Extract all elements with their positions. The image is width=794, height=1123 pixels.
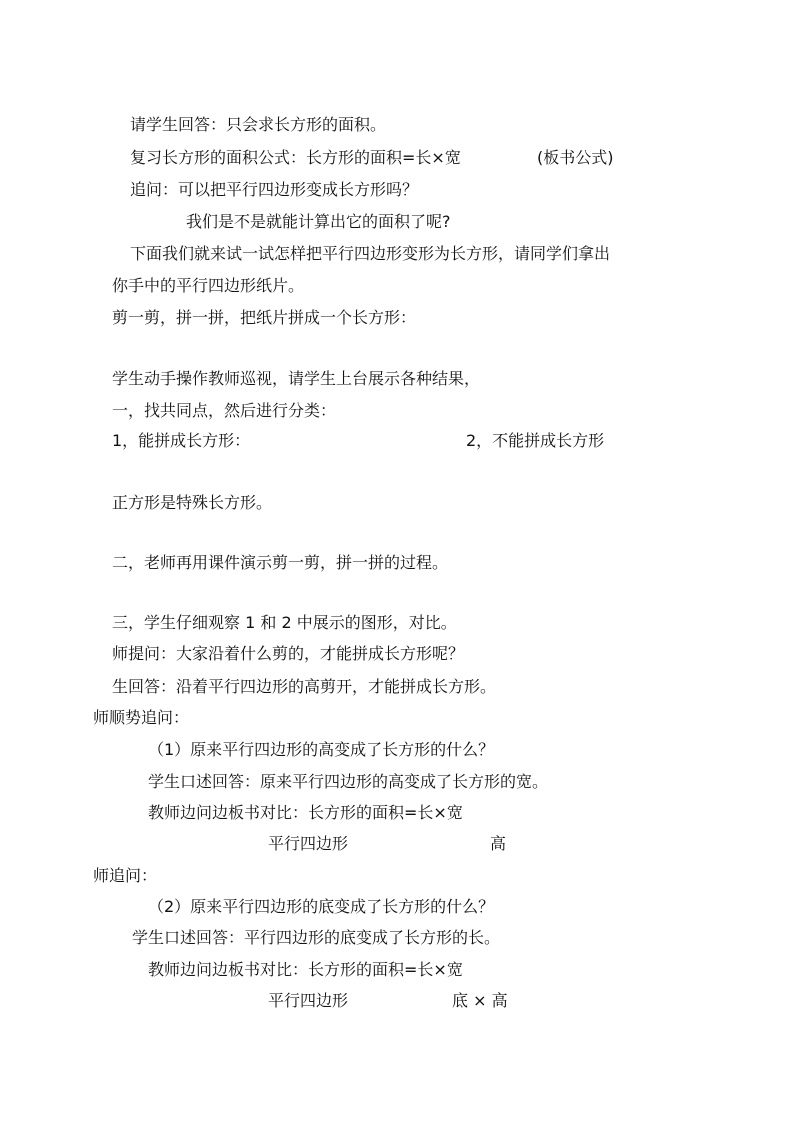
text-line: （2）原来平行四边形的底变成了长方形的什么？ <box>148 897 495 916</box>
text-line: 你手中的平行四边形纸片。 <box>112 276 305 295</box>
text-line: 师顺势追问： <box>93 708 190 727</box>
text-line: 1，能拼成长方形： <box>112 431 251 450</box>
text-line: 学生口述回答：平行四边形的底变成了长方形的长。 <box>132 928 501 947</box>
text-line: 追问：可以把平行四边形变成长方形吗？ <box>130 180 419 199</box>
text-line: 2，不能拼成长方形 <box>466 431 605 450</box>
text-line: 师追问： <box>93 866 158 885</box>
text-line: （1）原来平行四边形的高变成了长方形的什么？ <box>148 740 495 759</box>
text-line: 底 × 高 <box>452 991 508 1010</box>
text-line: 教师边问边板书对比：长方形的面积=长×宽 <box>148 960 463 979</box>
text-line: 复习长方形的面积公式：长方形的面积=长×宽 <box>130 148 461 167</box>
text-line: 下面我们就来试一试怎样把平行四边形变形为长方形，请同学们拿出 <box>130 244 611 263</box>
text-line: 师提问：大家沿着什么剪的，才能拼成长方形呢？ <box>112 644 465 663</box>
text-line: 剪一剪，拼一拼，把纸片拼成一个长方形： <box>112 308 417 327</box>
text-line: (板书公式) <box>537 148 614 167</box>
text-line: 学生动手操作教师巡视，请学生上台展示各种结果， <box>112 369 481 388</box>
text-line: 请学生回答：只会求长方形的面积。 <box>130 115 387 134</box>
text-line: 学生口述回答：原来平行四边形的高变成了长方形的宽。 <box>148 772 549 791</box>
text-line: 我们是不是就能计算出它的面积了呢? <box>186 212 451 231</box>
text-line: 一，找共同点，然后进行分类： <box>112 401 337 420</box>
text-line: 高 <box>490 834 507 853</box>
text-line: 三，学生仔细观察 1 和 2 中展示的图形，对比。 <box>112 613 457 632</box>
text-line: 平行四边形 <box>268 991 349 1010</box>
text-line: 生回答：沿着平行四边形的高剪开，才能拼成长方形。 <box>112 677 497 696</box>
text-line: 正方形是特殊长方形。 <box>112 493 273 512</box>
text-line: 二，老师再用课件演示剪一剪，拼一拼的过程。 <box>112 553 449 572</box>
text-line: 平行四边形 <box>268 834 349 853</box>
text-line: 教师边问边板书对比：长方形的面积=长×宽 <box>148 803 463 822</box>
